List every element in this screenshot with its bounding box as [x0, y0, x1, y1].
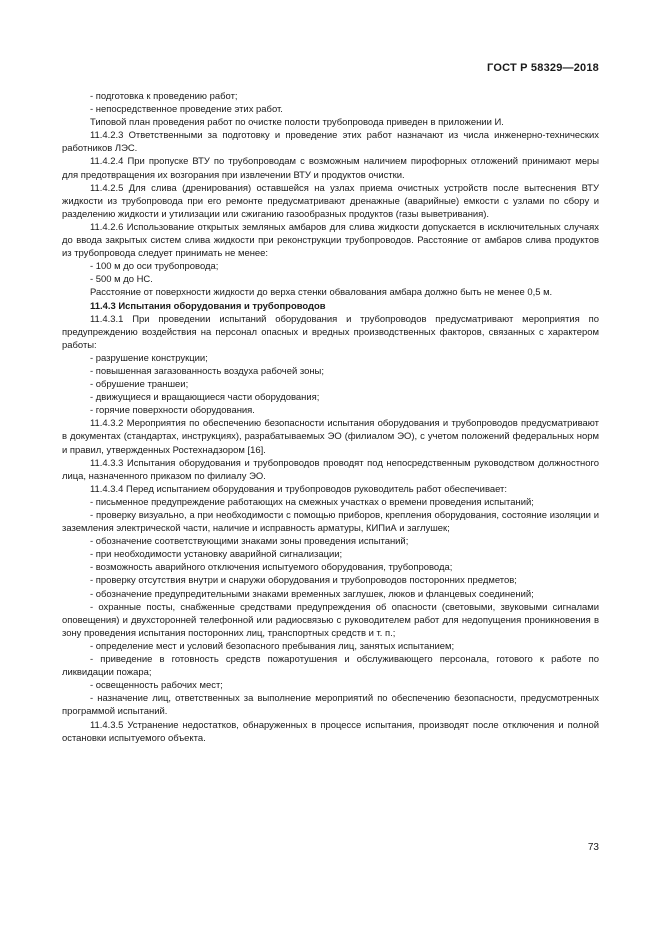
paragraph: 11.4.2.5 Для слива (дренирования) оставшейся на узлах приема очистных устройств после вытеснения ВТУ жидкости из трубопровода при его ремонте предусматривают дренажные (аварийные) емкости с узлами по сбору и разделению жидкости и утилизации или сжиганию газообразных продуктов (газы выветривания).	[62, 182, 599, 220]
standard-number: ГОСТ Р 58329—2018	[487, 62, 599, 74]
paragraph: Типовой план проведения работ по очистке полости трубопровода приведен в приложении И.	[90, 117, 504, 129]
list-item: - горячие поверхности оборудования.	[90, 405, 255, 417]
list-item: - разрушение конструкции;	[90, 352, 208, 364]
section-heading: 11.4.3 Испытания оборудования и трубопроводов	[90, 300, 326, 312]
list-item: - определение мест и условий безопасного пребывания лиц, занятых испытанием;	[90, 640, 455, 652]
list-item: - проверку отсутствия внутри и снаружи оборудования и трубопроводов посторонних предметов;	[90, 575, 517, 587]
list-item: - подготовка к проведению работ;	[90, 91, 238, 102]
paragraph: Расстояние от поверхности жидкости до верха стенки обвалования амбара должно быть не менее 0,5 м.	[90, 287, 553, 299]
paragraph: 11.4.3.2 Мероприятия по обеспечению безопасности испытания оборудования и трубопроводов предусматривают в документах (стандартах, инструкциях), разрабатываемых ЭО (филиалом ЭО), с учетом положений федеральных норм и правил, утвержденных Ростехнадзором [16].	[62, 418, 599, 456]
paragraph: 11.4.2.3 Ответственными за подготовку и проведение этих работ назначают из числа инженерно-технических работников ЛЭС.	[62, 130, 599, 155]
list-item: - при необходимости установку аварийной сигнализации;	[90, 549, 343, 561]
paragraph: 11.4.3.4 Перед испытанием оборудования и трубопроводов руководитель работ обеспечивает:	[90, 483, 507, 495]
list-item: - охранные посты, снабженные средствами предупреждения об опасности (световыми, звуковыми сигналами оповещения) и двухсторонней телефонной или радиосвязью с руководителем работ для недопущения проникновения в зону проведения испытания посторонних лиц, транспортных средств и т. п.;	[62, 601, 599, 639]
paragraph: 11.4.3.5 Устранение недостатков, обнаруженных в процессе испытания, производят после отключения и полной остановки испытуемого объекта.	[62, 719, 599, 744]
page-number: 73	[587, 842, 599, 853]
list-item: - назначение лиц, ответственных за выполнение мероприятий по обеспечению безопасности, предусмотренных программой испытаний.	[62, 693, 599, 718]
list-item: - движущиеся и вращающиеся части оборудования;	[90, 392, 320, 404]
list-item: - приведение в готовность средств пожаротушения и обслуживающего персонала, готового к работе по ликвидации пожара;	[62, 654, 599, 679]
paragraph: 11.4.2.6 Использование открытых земляных амбаров для слива жидкости допускается в исключительных случаях до ввода закрытых систем слива жидкости при реконструкции трубопроводов. Расстояние от амбаров слива продуктов из трубопровода следует принимать не менее:	[62, 221, 599, 260]
list-item: - повышенная загазованность воздуха рабочей зоны;	[90, 365, 324, 377]
list-item: - непосредственное проведение этих работ.	[90, 104, 283, 116]
document-body	[62, 90, 599, 745]
paragraph: 11.4.3.1 При проведении испытаний оборудования и трубопроводов предусматривают мероприятия по предупреждению воздействия на персонал опасных и вредных производственных факторов, связанных с характером работы:	[62, 313, 599, 351]
list-item: - обрушение траншеи;	[90, 379, 189, 391]
list-item: - 500 м до НС.	[90, 274, 153, 286]
list-item: - проверку визуально, а при необходимости с помощью приборов, крепления оборудования, состояние изоляции и заземления электрической части, наличие и исправность арматуры, КИПиА и заглушек;	[62, 510, 599, 535]
list-item: - возможность аварийного отключения испытуемого оборудования, трубопровода;	[90, 562, 453, 574]
list-item: - обозначение соответствующими знаками зоны проведения испытаний;	[90, 536, 409, 548]
paragraph: 11.4.3.3 Испытания оборудования и трубопроводов проводят под непосредственным руководством должностного лица, назначенного приказом по филиалу ЭО.	[62, 457, 599, 482]
list-item: - письменное предупреждение работающих на смежных участках о времени проведения испытаний;	[90, 496, 534, 508]
list-item: - освещенность рабочих мест;	[90, 680, 223, 692]
paragraph: 11.4.2.4 При пропуске ВТУ по трубопроводам с возможным наличием пирофорных отложений принимают меры для предотвращения их возгорания при извлечении ВТУ и продуктов очистки.	[62, 156, 599, 181]
list-item: - обозначение предупредительными знаками временных заглушек, люков и фланцевых соединений;	[90, 588, 534, 600]
list-item: - 100 м до оси трубопровода;	[90, 261, 219, 273]
